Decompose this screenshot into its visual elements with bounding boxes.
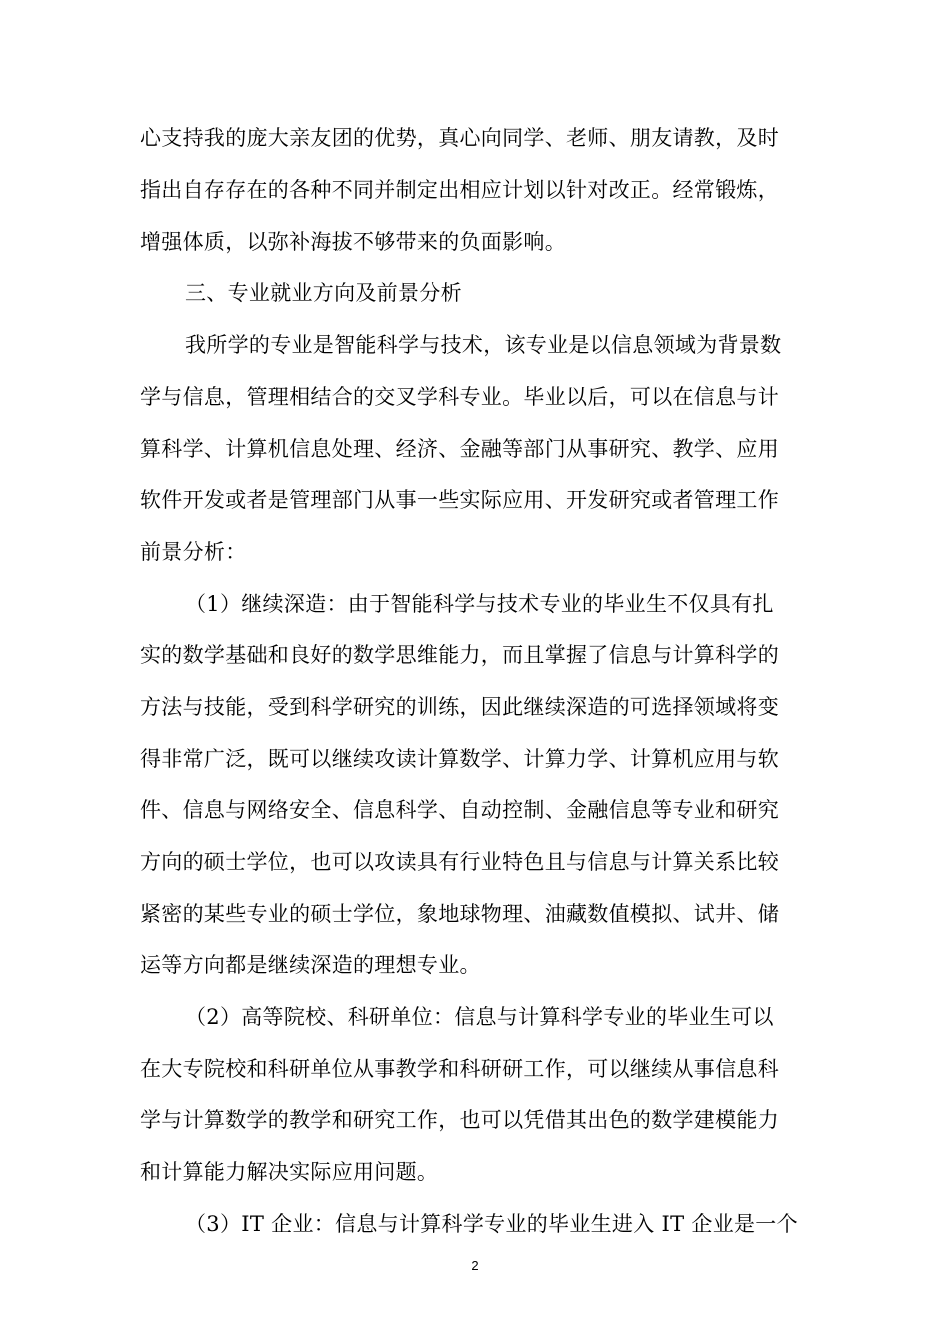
- text-line: 实的数学基础和良好的数学思维能力，而且掌握了信息与计算科学的: [140, 643, 779, 667]
- text-line: 学与计算数学的教学和研究工作，也可以凭借其出色的数学建模能力: [140, 1108, 779, 1132]
- text-line: 得非常广泛，既可以继续攻读计算数学、计算力学、计算机应用与软: [140, 747, 779, 771]
- text-line: （3）IT 企业：信息与计算科学专业的毕业生进入 IT 企业是一个: [185, 1212, 798, 1236]
- text-line: （1）继续深造：由于智能科学与技术专业的毕业生不仅具有扎: [185, 592, 774, 616]
- text-line: 学与信息，管理相结合的交叉学科专业。毕业以后，可以在信息与计: [140, 385, 779, 409]
- text-line: 紧密的某些专业的硕士学位，象地球物理、油藏数值模拟、试井、储: [140, 902, 779, 926]
- text-line: 我所学的专业是智能科学与技术，该专业是以信息领域为背景数: [185, 333, 782, 357]
- text-line: 前景分析：: [140, 540, 247, 564]
- text-line: 在大专院校和科研单位从事教学和科研研工作，可以继续从事信息科: [140, 1057, 779, 1081]
- page-number: 2: [471, 1258, 479, 1273]
- text-line: 心支持我的庞大亲友团的优势，真心向同学、老师、朋友请教，及时: [140, 126, 779, 150]
- text-line: 方法与技能，受到科学研究的训练，因此继续深造的可选择领域将变: [140, 695, 779, 719]
- text-line: 增强体质，以弥补海拔不够带来的负面影响。: [140, 230, 566, 254]
- text-line: 和计算能力解决实际应用问题。: [140, 1160, 439, 1184]
- section-heading: 三、专业就业方向及前景分析: [185, 281, 462, 305]
- text-line: 运等方向都是继续深造的理想专业。: [140, 953, 481, 977]
- text-line: 算科学、计算机信息处理、经济、金融等部门从事研究、教学、应用: [140, 437, 779, 461]
- text-line: 指出自存存在的各种不同并制定出相应计划以针对改正。经常锻炼，: [140, 178, 779, 202]
- text-line: 件、信息与网络安全、信息科学、自动控制、金融信息等专业和研究: [140, 798, 779, 822]
- text-line: 方向的硕士学位，也可以攻读具有行业特色且与信息与计算关系比较: [140, 850, 779, 874]
- text-line: 软件开发或者是管理部门从事一些实际应用、开发研究或者管理工作: [140, 488, 779, 512]
- text-line: （2）高等院校、科研单位：信息与计算科学专业的毕业生可以: [185, 1005, 774, 1029]
